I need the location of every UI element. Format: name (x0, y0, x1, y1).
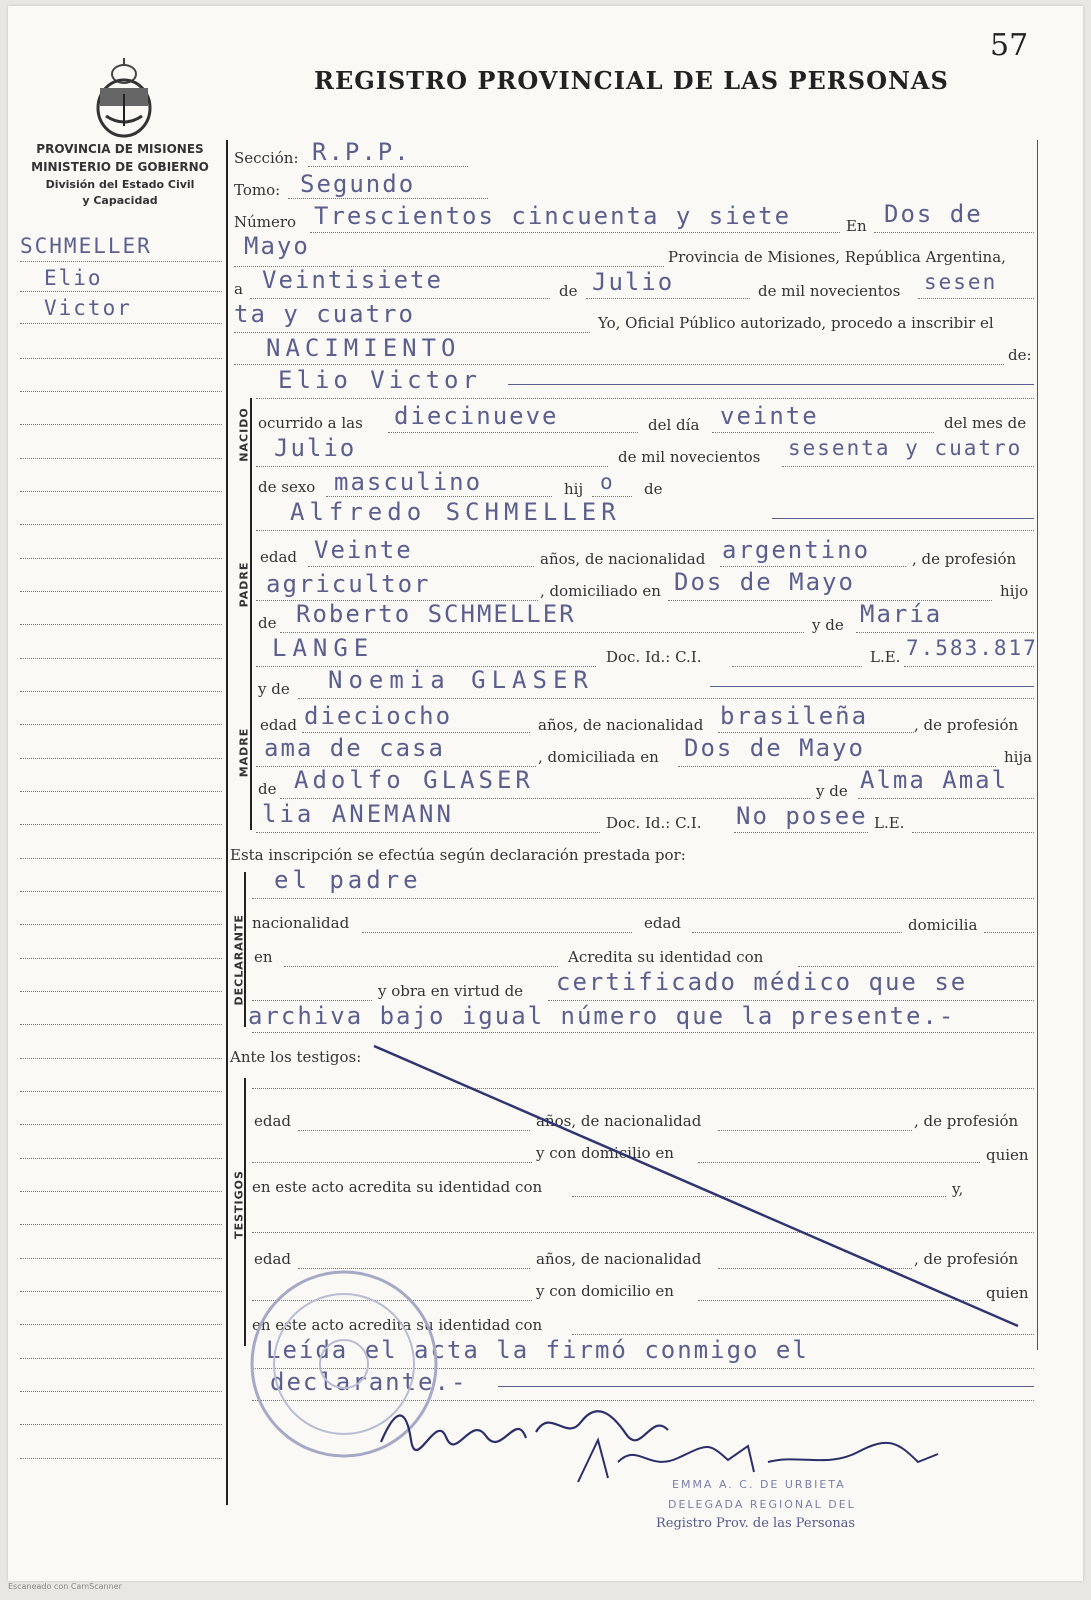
madre-ci: No posee (736, 802, 868, 830)
document-page (8, 6, 1083, 1581)
hora-label: ocurrido a las (258, 414, 363, 432)
madre-domicilio: Dos de Mayo (684, 734, 865, 762)
anio-value-cont: ta y cuatro (234, 300, 415, 328)
nacionalidad-label: nacionalidad (252, 914, 350, 932)
hora-value: diecinueve (394, 402, 559, 430)
acto-label: en este acto acredita su identidad con (252, 1178, 543, 1196)
padre-le: 7.583.817 (906, 636, 1038, 660)
sexo-value: masculino (334, 468, 483, 496)
edad-label: edad (254, 1112, 292, 1130)
hij-value: o (600, 470, 615, 494)
hija-label: hija (1004, 748, 1033, 766)
acredita-label: Acredita su identidad con (568, 948, 764, 966)
padre-madre-de: María (860, 600, 943, 628)
declarante-intro: Esta inscripción se efectúa según declaración prestada por: (230, 846, 686, 864)
madre-nacionalidad: brasileña (720, 702, 869, 730)
padre-nombre: Alfredo SCHMELLER (290, 498, 621, 526)
quien-label: quien (986, 1284, 1029, 1302)
profesion-label: , de profesión (914, 716, 1019, 734)
en-virtud-de: certificado médico que se (556, 968, 968, 996)
domicilio-label: , domiciliada en (538, 748, 659, 766)
y-label: y, (952, 1180, 964, 1198)
mil-label: de mil novecientos (758, 282, 901, 300)
stamp-name: EMMA A. C. DE URBIETA (672, 1478, 846, 1491)
madre-edad: dieciocho (304, 702, 453, 730)
padre-edad: Veinte (314, 536, 413, 564)
section-label-padre: PADRE (237, 561, 251, 608)
padre-madre-de-cont: LANGE (272, 634, 375, 662)
en-label: En (846, 217, 867, 235)
edad-label: edad (260, 716, 298, 734)
madre-profesion: ama de casa (264, 734, 445, 762)
cierre-linea-cont: declarante.- (270, 1368, 468, 1396)
office-block (20, 142, 220, 207)
padre-profesion: agricultor (266, 570, 431, 598)
nacionalidad-label: años, de nacionalidad (536, 1250, 702, 1268)
le-label: L.E. (874, 814, 905, 832)
cancel-line (368, 1036, 1028, 1336)
declarante-por: el padre (274, 866, 422, 894)
edad-label: edad (254, 1250, 292, 1268)
nacido-nombre: Elio Victor (278, 366, 481, 394)
padre-nacionalidad: argentino (722, 536, 871, 564)
edad-label: edad (644, 914, 682, 932)
tomo-value: Segundo (300, 170, 416, 198)
mes-label: del mes de (944, 414, 1027, 432)
seccion-value: R.P.P. (312, 138, 411, 166)
stamp-role: DELEGADA REGIONAL DEL (668, 1498, 856, 1511)
hijo-label: hijo (1000, 582, 1029, 600)
provincia-text: Provincia de Misiones, República Argentina, (668, 248, 1006, 266)
section-label-testigos: TESTIGOS (232, 1170, 246, 1239)
office-line: y Capacidad (82, 194, 158, 207)
seccion-label: Sección: (234, 149, 299, 167)
y-de-label: y de (812, 616, 844, 634)
right-rule (1037, 140, 1038, 1350)
tipo-acta: NACIMIENTO (266, 334, 461, 362)
mil-label: de mil novecientos (618, 448, 761, 466)
nacionalidad-label: años, de nacionalidad (538, 716, 704, 734)
nacionalidad-label: años, de nacionalidad (536, 1112, 702, 1130)
doc-label: Doc. Id.: C.I. (606, 648, 702, 666)
section-label-madre: MADRE (237, 727, 251, 778)
scanner-watermark: Escaneado con CamScanner (8, 1582, 122, 1591)
hij-label: hij (564, 480, 584, 498)
mes-value: Julio (592, 268, 675, 296)
doc-label: Doc. Id.: C.I. (606, 814, 702, 832)
de-colon-label: de: (1008, 346, 1032, 364)
page-number: 57 (990, 28, 1029, 63)
margin-given-name: Victor (44, 296, 132, 320)
en-virtud-de-cont: archiva bajo igual número que la presente.- (248, 1002, 956, 1030)
madre-madre-de-cont: lia ANEMANN (262, 800, 454, 828)
nacido-mes: Julio (274, 434, 357, 462)
lugar-value: Dos de (884, 200, 983, 228)
office-line: División del Estado Civil (45, 178, 195, 191)
domicilia-label: domicilia (908, 916, 978, 934)
numero-label: Número (234, 213, 297, 231)
profesion-label: , de profesión (914, 1250, 1019, 1268)
margin-given-name: Elio (44, 266, 103, 290)
office-line: PROVINCIA DE MISIONES (36, 142, 204, 156)
dia-label: del día (648, 416, 700, 434)
acto-label: en este acto acredita su identidad con (252, 1316, 543, 1334)
profesion-label: , de profesión (914, 1112, 1019, 1130)
y-de-label: y de (816, 782, 848, 800)
padre-domicilio: Dos de Mayo (674, 568, 855, 596)
section-label-declarante: DECLARANTE (232, 914, 246, 1006)
madre-padre-de: Adolfo GLASER (294, 766, 534, 794)
a-label: a (234, 280, 243, 298)
stamp-office: Registro Prov. de las Personas (656, 1516, 856, 1531)
testigos-intro: Ante los testigos: (230, 1048, 362, 1066)
section-label-nacido: NACIDO (237, 407, 251, 462)
domicilio-label: y con domicilio en (536, 1282, 674, 1300)
cierre-linea: Leída el acta la firmó conmigo el (266, 1336, 809, 1364)
registry-title: REGISTRO PROVINCIAL DE LAS PERSONAS (314, 66, 949, 95)
madre-madre-de: Alma Amal (860, 766, 1009, 794)
edad-label: edad (260, 548, 298, 566)
padre-de: Roberto SCHMELLER (296, 600, 576, 628)
nacido-dia: veinte (720, 402, 819, 430)
dia-value: Veintisiete (262, 266, 443, 294)
y-de-label: y de (258, 680, 290, 698)
numero-value: Trescientos cincuenta y siete (314, 202, 792, 230)
de-label: de (258, 780, 277, 798)
anio-value: sesen (924, 270, 998, 294)
profesion-label: , de profesión (912, 550, 1017, 568)
nacionalidad-label: años, de nacionalidad (540, 550, 706, 568)
de-label: de (258, 614, 277, 632)
coat-of-arms-icon (88, 54, 160, 140)
lugar-value-cont: Mayo (244, 232, 310, 260)
margin-surname: SCHMELLER (20, 234, 152, 258)
madre-nombre: Noemia GLASER (328, 666, 594, 694)
sexo-label: de sexo (258, 478, 316, 496)
tomo-label: Tomo: (234, 181, 281, 199)
nacido-anio: sesenta y cuatro (788, 436, 1023, 460)
le-label: L.E. (870, 648, 901, 666)
domicilio-label: , domiciliado en (540, 582, 661, 600)
domicilio-label: y con domicilio en (536, 1144, 674, 1162)
en-label: en (254, 948, 273, 966)
quien-label: quien (986, 1146, 1029, 1164)
oficial-text: Yo, Oficial Público autorizado, procedo a inscribir el (598, 314, 994, 332)
de-label: de (644, 480, 663, 498)
de-label: de (559, 282, 578, 300)
obra-label: y obra en virtud de (378, 982, 524, 1000)
office-line: MINISTERIO DE GOBIERNO (31, 160, 209, 174)
main-rule (226, 140, 228, 1505)
